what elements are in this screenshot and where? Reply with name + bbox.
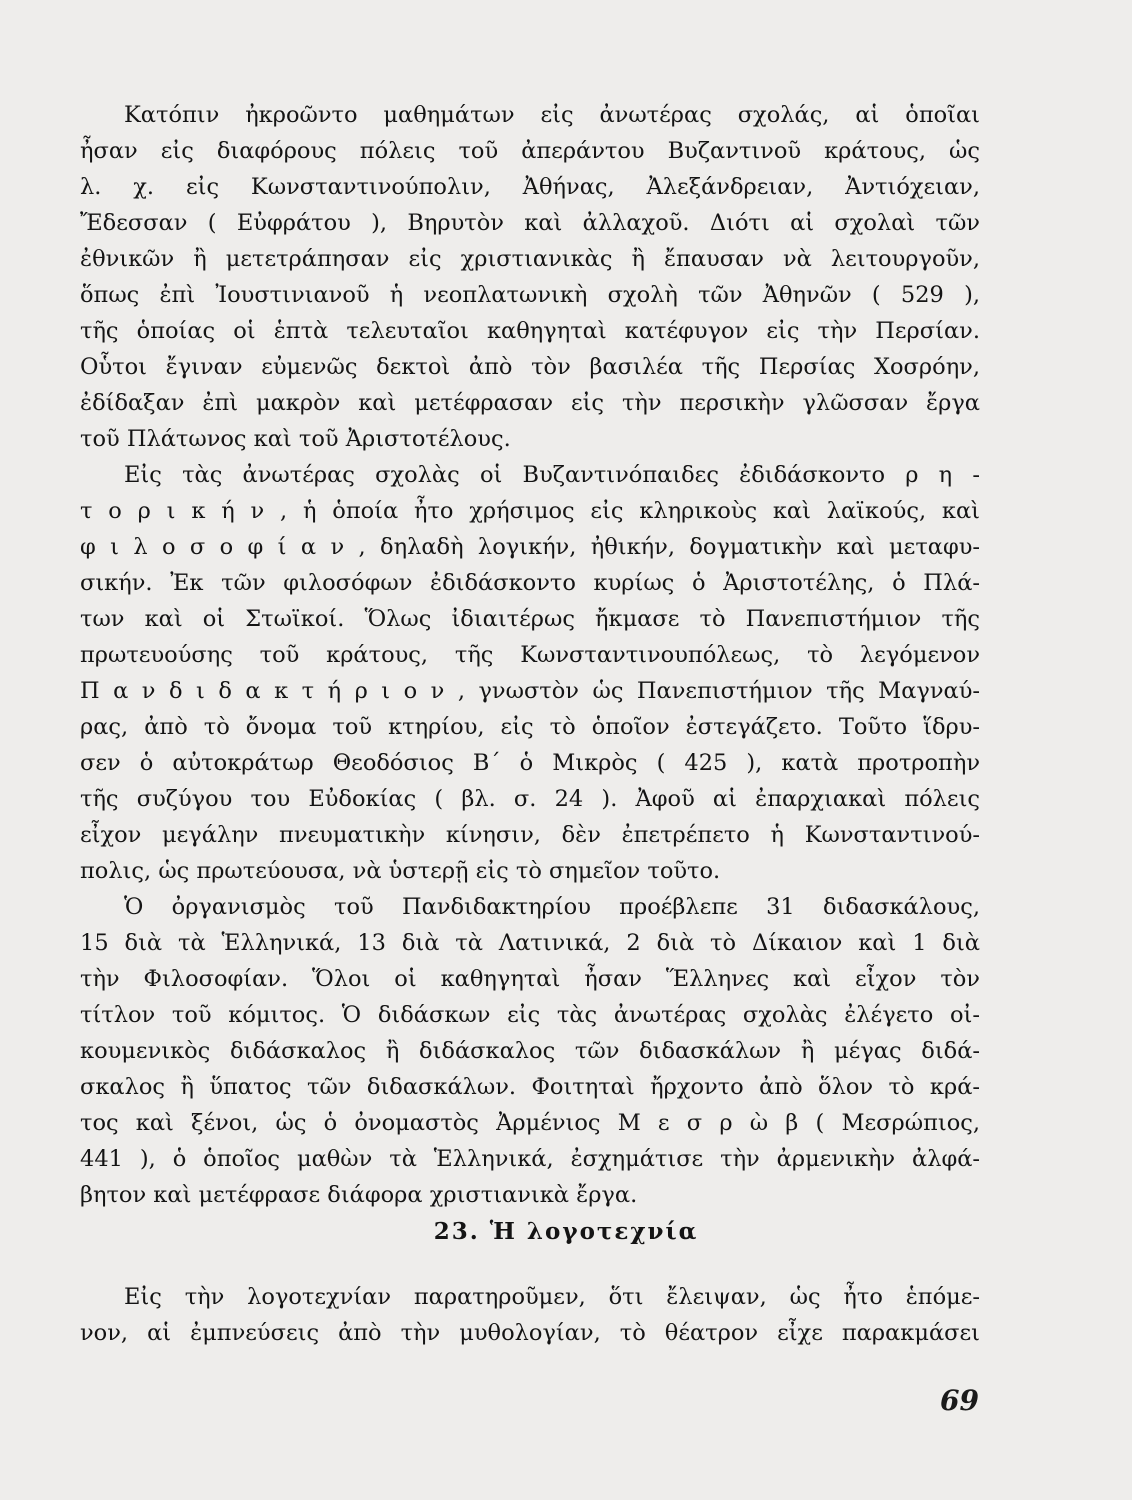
- text-line: ἦσαν εἰς διαφόρους πόλεις τοῦ ἀπεράντου Βυζαντινοῦ κράτους, ὡς: [80, 138, 980, 164]
- text-line: τ ο ρ ι κ ή ν , ἡ ὁποία ἦτο χρήσιμος εἰς κληρικοὺς καὶ λαϊκούς, καὶ: [80, 498, 980, 524]
- text-line: πρωτευούσης τοῦ κράτους, τῆς Κωνσταντινουπόλεως, τὸ λεγόμενον: [80, 642, 980, 668]
- text-line: τῆς συζύγου του Εὐδοκίας ( βλ. σ. 24 ). Ἀφοῦ αἱ ἐπαρχιακαὶ πόλεις: [80, 786, 980, 812]
- text-line: βητον καὶ μετέφρασε διάφορα χριστιανικὰ ἔργα.: [80, 1182, 638, 1208]
- text-line: λ. χ. εἰς Κωνσταντινούπολιν, Ἀθήνας, Ἀλεξάνδρειαν, Ἀντιόχειαν,: [80, 174, 980, 200]
- text-line: τῆς ὁποίας οἱ ἑπτὰ τελευταῖοι καθηγηταὶ κατέφυγον εἰς τὴν Περσίαν.: [80, 318, 980, 344]
- text-line: σεν ὁ αὐτοκράτωρ Θεοδόσιος Β΄ ὁ Μικρὸς ( 425 ), κατὰ προτροπὴν: [80, 750, 980, 776]
- text-line: εἶχον μεγάλην πνευματικὴν κίνησιν, δὲν ἐπετρέπετο ἡ Κωνσταντινού-: [80, 822, 980, 848]
- text-line: τοῦ Πλάτωνος καὶ τοῦ Ἀριστοτέλους.: [80, 426, 511, 452]
- text-line: τος καὶ ξένοι, ὡς ὁ ὀνομαστὸς Ἀρμένιος Μ ε σ ρ ὼ β ( Μεσρώπιος,: [80, 1110, 980, 1136]
- text-line: ἐδίδαξαν ἐπὶ μακρὸν καὶ μετέφρασαν εἰς τὴν περσικὴν γλῶσσαν ἔργα: [80, 390, 980, 416]
- section-heading: 23. Ἡ λογοτεχνία: [433, 1218, 699, 1245]
- text-line: πολις, ὡς πρωτεύουσα, νὰ ὑστερῇ εἰς τὸ σημεῖον τοῦτο.: [80, 858, 721, 884]
- page-number: 69: [940, 1384, 979, 1417]
- text-line: Ὁ ὀργανισμὸς τοῦ Πανδιδακτηρίου προέβλεπε 31 διδασκάλους,: [124, 894, 980, 920]
- text-line: τὴν Φιλοσοφίαν. Ὅλοι οἱ καθηγηταὶ ἦσαν Ἕλληνες καὶ εἶχον τὸν: [80, 966, 980, 992]
- text-line: Π α ν δ ι δ α κ τ ή ρ ι ο ν , γνωστὸν ὡς Πανεπιστήμιον τῆς Μαγναύ-: [80, 678, 980, 704]
- text-line: σκαλος ἢ ὕπατος τῶν διδασκάλων. Φοιτηταὶ ἤρχοντο ἀπὸ ὅλον τὸ κρά-: [80, 1074, 980, 1100]
- text-line: Εἰς τὰς ἀνωτέρας σχολὰς οἱ Βυζαντινόπαιδες ἐδιδάσκοντο ρ η -: [124, 462, 980, 488]
- text-line: των καὶ οἱ Στωϊκοί. Ὅλως ἰδιαιτέρως ἤκμασε τὸ Πανεπιστήμιον τῆς: [80, 606, 980, 632]
- text-line: 441 ), ὁ ὁποῖος μαθὼν τὰ Ἑλληνικά, ἐσχημάτισε τὴν ἀρμενικὴν ἀλφά-: [80, 1146, 980, 1172]
- text-line: σικήν. Ἐκ τῶν φιλοσόφων ἐδιδάσκοντο κυρίως ὁ Ἀριστοτέλης, ὁ Πλά-: [80, 570, 980, 596]
- text-line: νον, αἱ ἐμπνεύσεις ἀπὸ τὴν μυθολογίαν, τὸ θέατρον εἶχε παρακμάσει: [80, 1320, 980, 1346]
- text-line: Ἔδεσσαν ( Εὐφράτου ), Βηρυτὸν καὶ ἀλλαχοῦ. Διότι αἱ σχολαὶ τῶν: [80, 210, 980, 236]
- text-line: Οὗτοι ἔγιναν εὐμενῶς δεκτοὶ ἀπὸ τὸν βασιλέα τῆς Περσίας Χοσρόην,: [80, 354, 980, 380]
- text-line: φ ι λ ο σ ο φ ί α ν , δηλαδὴ λογικήν, ἠθικήν, δογματικὴν καὶ μεταφυ-: [80, 534, 980, 560]
- text-line: ρας, ἀπὸ τὸ ὄνομα τοῦ κτηρίου, εἰς τὸ ὁποῖον ἐστεγάζετο. Τοῦτο ἵδρυ-: [80, 714, 980, 740]
- text-line: ὅπως ἐπὶ Ἰουστινιανοῦ ἡ νεοπλατωνικὴ σχολὴ τῶν Ἀθηνῶν ( 529 ),: [80, 282, 980, 308]
- text-line: Εἰς τὴν λογοτεχνίαν παρατηροῦμεν, ὅτι ἔλειψαν, ὡς ἦτο ἑπόμε-: [124, 1284, 980, 1310]
- text-line: κουμενικὸς διδάσκαλος ἢ διδάσκαλος τῶν διδασκάλων ἢ μέγας διδά-: [80, 1038, 980, 1064]
- text-line: τίτλον τοῦ κόμιτος. Ὁ διδάσκων εἰς τὰς ἀνωτέρας σχολὰς ἐλέγετο οἰ-: [80, 1002, 980, 1028]
- text-line: ἐθνικῶν ἢ μετετράπησαν εἰς χριστιανικὰς ἢ ἔπαυσαν νὰ λειτουργοῦν,: [80, 246, 980, 272]
- text-line: 15 διὰ τὰ Ἑλληνικά, 13 διὰ τὰ Λατινικά, 2 διὰ τὸ Δίκαιον καὶ 1 διὰ: [80, 930, 980, 956]
- text-line: Κατόπιν ἠκροῶντο μαθημάτων εἰς ἀνωτέρας σχολάς, αἱ ὁποῖαι: [124, 102, 980, 128]
